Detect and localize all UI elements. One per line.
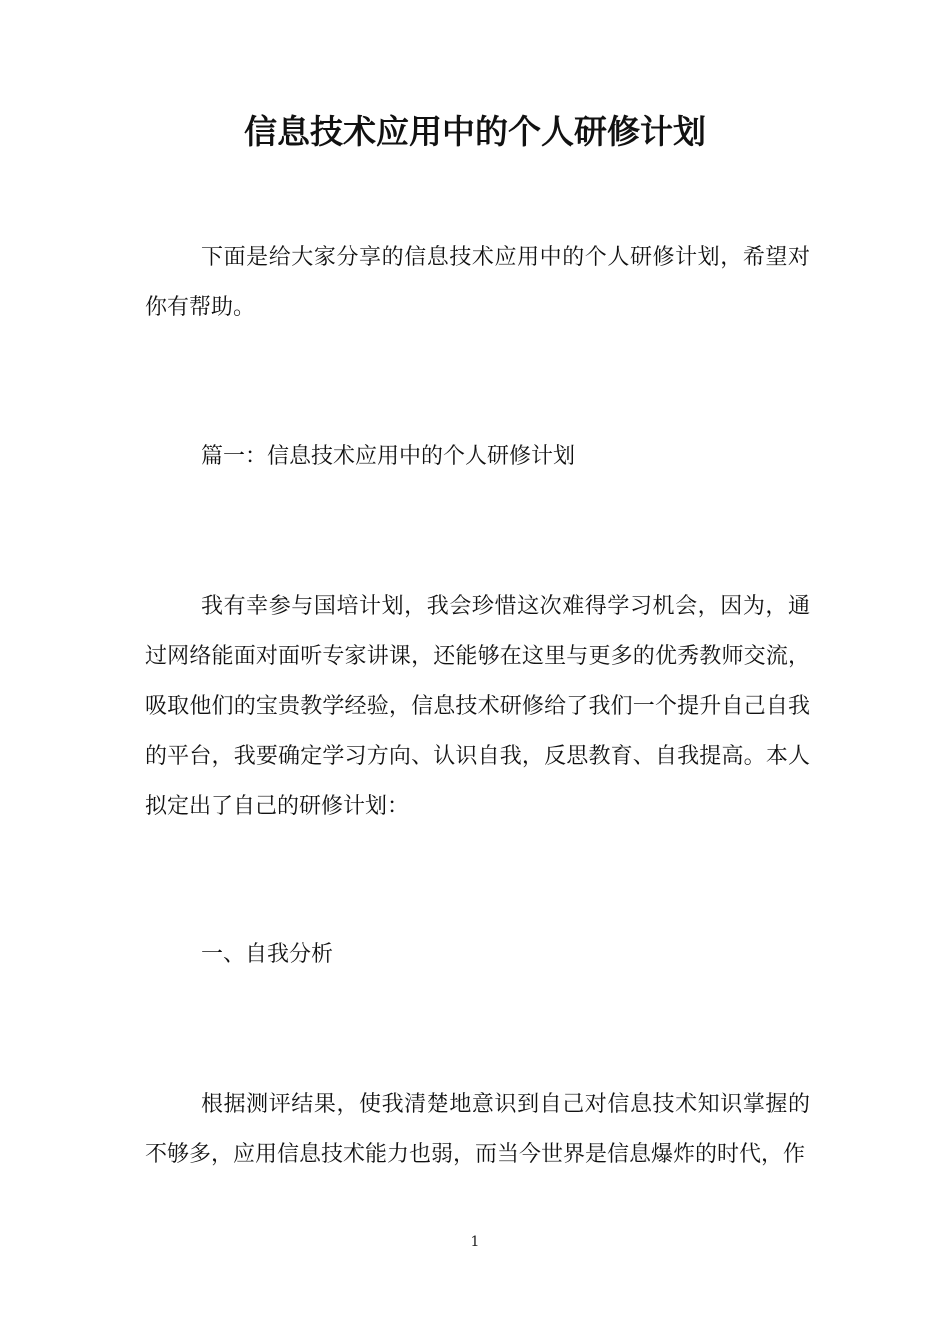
body-paragraph-2: 根据测评结果，使我清楚地意识到自己对信息技术知识掌握的不够多，应用信息技术能力也弱，而当今世界是信息爆炸的时代，作 — [145, 1092, 810, 1167]
document-title: 信息技术应用中的个人研修计划 — [244, 112, 706, 151]
body-paragraph-1: 我有幸参与国培计划，我会珍惜这次难得学习机会，因为，通过网络能面对面听专家讲课，还能够在这里与更多的优秀教师交流，吸取他们的宝贵教学经验，信息技术研修给了我们一个提升自己自我的平台，我要确定学习方向、认识自我，反思教育、自我提高。本人拟定出了自己的研修计划： — [145, 594, 810, 819]
section-heading: 篇一：信息技术应用中的个人研修计划 — [201, 444, 576, 469]
intro-paragraph: 下面是给大家分享的信息技术应用中的个人研修计划，希望对你有帮助。 — [145, 245, 810, 320]
page-number: 1 — [470, 1234, 480, 1250]
subheading-self-analysis: 一、自我分析 — [201, 942, 334, 967]
